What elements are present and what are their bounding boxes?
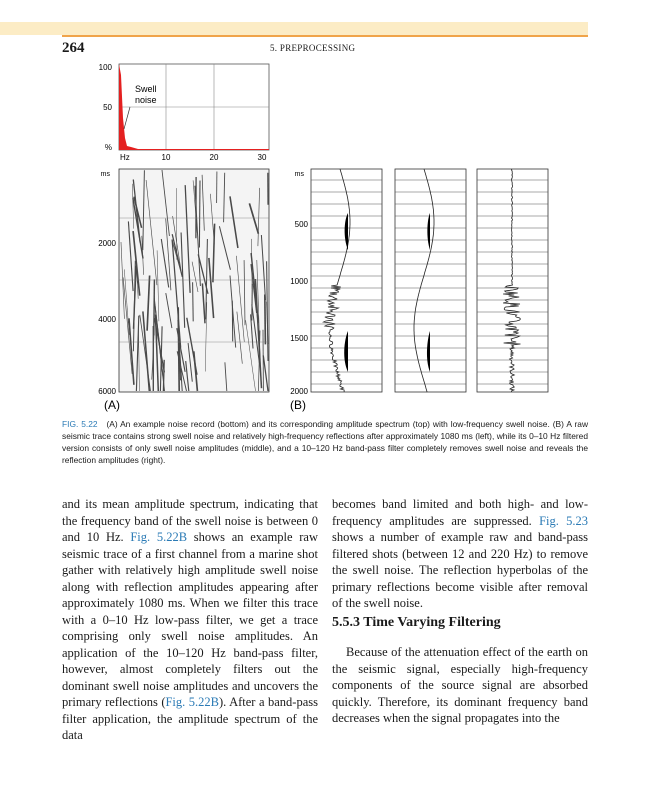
paragraph <box>332 496 588 612</box>
traces-ytick: 2000 <box>290 387 308 396</box>
noise-streak <box>252 284 253 321</box>
spectrum-xtick: 20 <box>209 153 219 162</box>
swell-noise-label: noise <box>135 95 157 105</box>
swell-noise-label: Swell <box>135 84 157 94</box>
record-ytick: 4000 <box>98 315 116 324</box>
spectrum-xtick: 30 <box>257 153 267 162</box>
running-head: 5. PREPROCESSING <box>270 43 356 53</box>
noise-streak <box>265 295 266 345</box>
figure-caption <box>62 418 588 466</box>
traces-ytick: 1000 <box>290 277 308 286</box>
record-ytick: 6000 <box>98 387 116 396</box>
text-run: shows a number of example raw and band-pass filtered shots (between 12 and 220 Hz) to remove the swell noise. The reflection hyperbolas of the primary reflections become visible after removal of the swell noise. <box>332 530 588 610</box>
section-heading: 5.5.3 Time Varying Filtering <box>332 615 501 630</box>
noise-streak <box>199 181 200 248</box>
spectrum-ytick: 100 <box>98 63 112 72</box>
record-ytick: 2000 <box>98 239 116 248</box>
spectrum-ytick: % <box>104 143 112 152</box>
text-run: shows an example raw seismic trace of a first channel from a marine shot gather with relatively high amplitude swell noise along with reflection amplitudes appearing after approximately 1080 ms. When we filter this trace with a 0–10 Hz low-pass filter, we get a trace comprising only swell noise amplitudes. An application of the 10–120 Hz band-pass filter, however, almost completely filters out the dominant swell noise amplitudes and uncovers the primary reflections ( <box>62 530 319 709</box>
figure-reference-link[interactable]: Fig. 5.22B <box>165 695 219 709</box>
traces-ytick: 1500 <box>290 334 308 343</box>
traces-ytick: 500 <box>294 220 308 229</box>
figure-reference-link[interactable]: Fig. 5.22B <box>130 530 188 544</box>
traces-ylabel: ms <box>294 171 304 178</box>
spectrum-xtick: 10 <box>161 153 171 162</box>
section-paragraph: Because of the attenuation effect of the earth on the seismic signal, especially high-frequency components of the source signal are absorbed quickly. Therefore, its dominant frequency band decreases when the signal propagates into the <box>332 645 588 725</box>
text-run: ). After a band-pass filter application, the amplitude spectrum of the data <box>62 695 318 742</box>
spectrum-xtick: Hz <box>120 153 130 162</box>
record-ylabel: ms <box>100 171 110 178</box>
amplitude-spectrum <box>99 63 269 162</box>
panel-label-b: (B) <box>290 398 306 412</box>
noise-streak <box>163 360 164 391</box>
noise-streak <box>193 282 194 321</box>
panel-label-a: (A) <box>104 398 120 412</box>
figure-reference-link[interactable]: Fig. 5.23 <box>539 513 588 528</box>
trace-panels <box>290 169 548 412</box>
spectrum-ytick: 50 <box>103 103 112 112</box>
left-column <box>62 496 318 744</box>
paragraph <box>62 496 318 744</box>
right-column <box>332 496 588 612</box>
caption-text: (A) An example noise record (bottom) and its corresponding amplitude spectrum (top) with low-frequency swell noise. (B) A raw seismic trace contains strong swell noise and relatively high-frequency reflections after approximately 1080 ms (left), while its 0–10 Hz filtered version consists of only swell noise amplitudes (middle), and a 10–120 Hz band-pass filter completely removes swell noise and reveals the reflection amplitudes (right). <box>62 419 588 465</box>
page-number: 264 <box>62 40 85 56</box>
text-run: and its mean amplitude spectrum, indicating that the frequency band of the swell noise is between 0 and 10 Hz. <box>62 497 318 544</box>
noise-record <box>98 169 269 412</box>
text-run: becomes band limited and both high- and low-frequency amplitudes are suppressed. <box>332 497 588 528</box>
caption-label: FIG. 5.22 <box>62 419 98 429</box>
